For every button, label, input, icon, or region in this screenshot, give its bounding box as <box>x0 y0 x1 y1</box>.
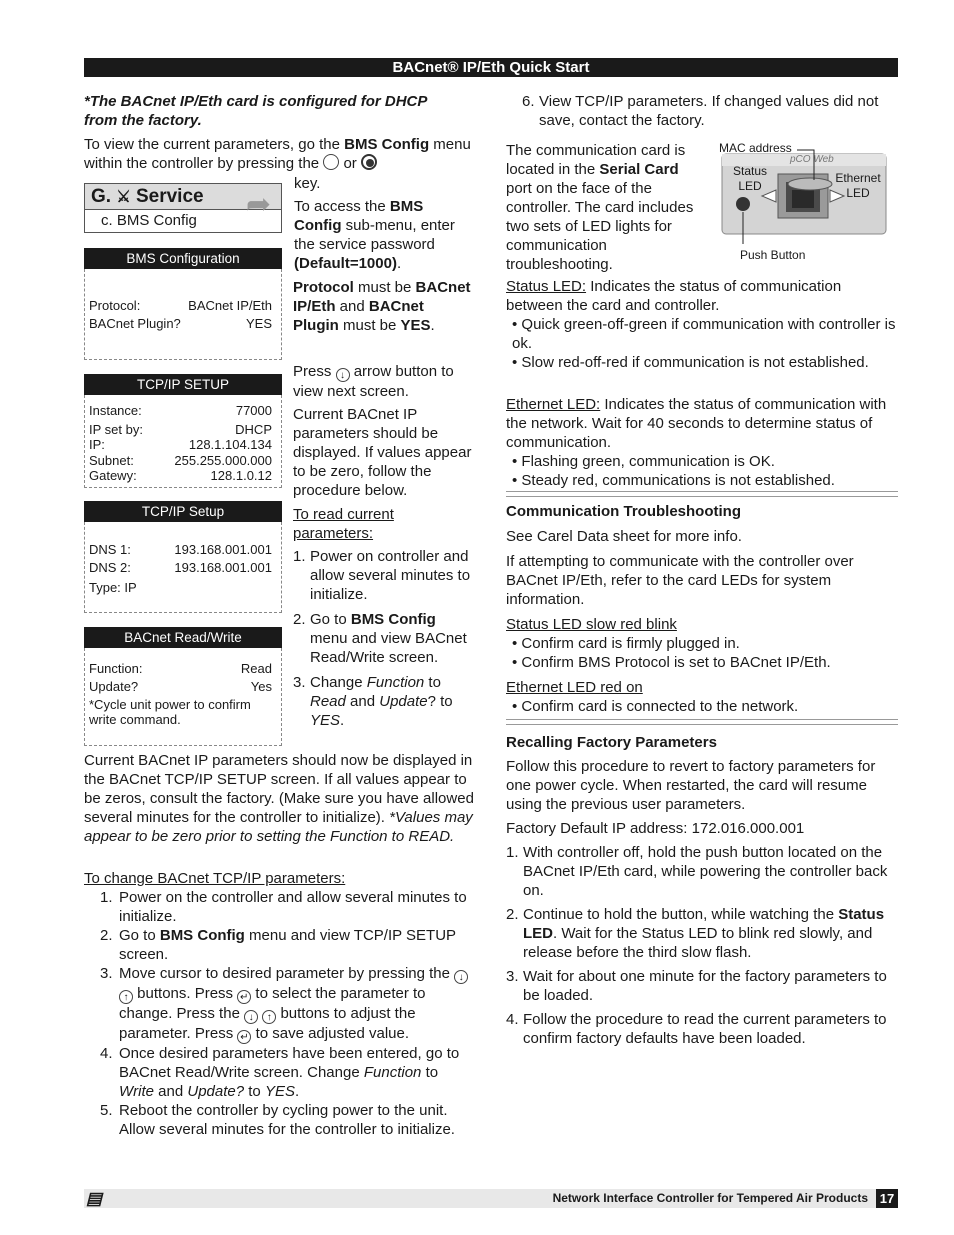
access-e: . <box>396 255 402 272</box>
dns-row <box>89 541 272 559</box>
step-text <box>310 673 473 730</box>
c3c: to select the parameter to change. Press the <box>119 985 426 1022</box>
c4h: YES <box>264 1083 295 1100</box>
s3f: . <box>340 712 345 729</box>
step-num: 2. <box>293 611 306 628</box>
page-number: 17 <box>876 1189 898 1208</box>
current-params-text: Current BACnet IP parameters should be displayed. If values appear to be zero, follow the procedure below. <box>293 406 472 499</box>
ethernet-bullet-2: • Steady red, communications is not established. <box>512 472 835 489</box>
access-c: sub-menu, enter the service password <box>294 217 455 253</box>
up-arrow-icon: ↑ <box>262 1010 276 1024</box>
should-display-text <box>84 751 474 846</box>
view-or: or <box>343 155 357 172</box>
r2c: . Wait for the Status LED to blink red slowly, and release before the third slow flash. <box>523 925 873 961</box>
recall-para-2: Factory Default IP address: 172.016.000.001 <box>506 820 805 837</box>
service-person-icon: ⚔ <box>116 189 131 206</box>
dns-label: DNS 1: <box>89 542 131 557</box>
rw-value: Yes <box>250 679 272 694</box>
bacnet-rw-title: BACnet Read/Write <box>84 627 282 648</box>
tcpip-setup-title: TCP/IP SETUP <box>84 374 282 395</box>
step-6-item <box>522 92 892 130</box>
access-d: (Default=1000) <box>294 255 397 272</box>
c4d: Write <box>119 1083 154 1100</box>
eth-red-heading: Ethernet LED red on <box>506 679 643 696</box>
s3e: ? to <box>427 693 453 710</box>
s3d: and <box>345 693 380 710</box>
ethernet-bullet-1: • Flashing green, communication is OK. <box>512 453 775 470</box>
comm-troubleshooting <box>506 502 898 716</box>
slow-blink-heading: Status LED slow red blink <box>506 616 677 633</box>
tcpip-dns-body <box>84 522 282 613</box>
press-a: Press <box>293 363 332 380</box>
status-led-label: Status LED <box>732 164 768 193</box>
bacnet-rw-body <box>84 648 282 746</box>
dns-row <box>89 579 272 597</box>
tcpip-dns-title: TCP/IP Setup <box>84 501 282 522</box>
company-logo-icon: ▤ <box>85 1189 103 1208</box>
tcp-label: Subnet: <box>89 452 134 468</box>
enter-icon: ↵ <box>237 990 251 1004</box>
card-a: The communication card is located in the <box>506 142 686 178</box>
s2a: Go to <box>310 611 351 628</box>
status-led-heading: Status LED: <box>506 278 587 295</box>
mac-address-label: MAC address <box>719 141 792 155</box>
s3i4: YES <box>310 712 341 729</box>
c4b: Function <box>363 1064 422 1081</box>
c3b: buttons. Press <box>137 985 234 1002</box>
r2a: Continue to hold the button, while watching the <box>523 906 839 923</box>
tcp-label: IP: <box>89 437 105 452</box>
c4i: . <box>294 1083 300 1100</box>
tcp-value: 128.1.104.134 <box>188 437 272 452</box>
bms-row-plugin <box>89 315 272 332</box>
step-num: 1. <box>100 889 113 906</box>
ethernet-led-text: Indicates the status of communication with the network. Wait for 40 seconds to determine status of communication. <box>506 396 887 451</box>
bms-value: YES <box>245 316 272 331</box>
service-menu-box <box>84 183 282 233</box>
rw-label: Update? <box>89 679 139 694</box>
access-text <box>294 197 474 273</box>
blank-circle-icon <box>323 154 339 170</box>
recall-step <box>506 905 898 962</box>
view-a: To view the current parameters, go the <box>84 136 345 153</box>
s2b: BMS Config <box>350 611 436 628</box>
tcpip-setup-screen <box>84 374 282 488</box>
c2c: menu and view TCP/IP SETUP screen. <box>119 927 456 963</box>
bms-config-screen <box>84 248 282 360</box>
should-a: Current BACnet IP parameters should now be displayed in the BACnet TCP/IP SETUP screen. If all values appear to be zeros, consult the factory. (Make sure you have allowed several minutes for the controller to initialize). <box>84 752 474 826</box>
dhcp-note: *The BACnet IP/Eth card is configured for DHCP from the factory. <box>84 93 427 129</box>
recall-step <box>506 1010 898 1048</box>
read-step <box>293 610 473 667</box>
proto-a: Protocol <box>293 279 354 296</box>
tcp-value: 255.255.000.000 <box>174 452 272 468</box>
c4c: to <box>421 1064 439 1081</box>
step-num: 4. <box>506 1011 519 1028</box>
enter-icon: ↵ <box>237 1030 251 1044</box>
s2c: menu and view BACnet Read/Write screen. <box>310 630 467 666</box>
rw-value: Read <box>240 661 272 676</box>
protocol-text <box>293 278 473 335</box>
s3i3: Update <box>379 693 428 710</box>
card-logo-text: pCO Web <box>790 154 834 165</box>
step-text <box>119 926 472 964</box>
rw-row <box>89 660 272 678</box>
step-num: 6. <box>522 93 535 110</box>
s3a: Change <box>310 674 367 691</box>
recall-step <box>506 843 898 900</box>
should-b: *Values may appear to be zero prior to setting the Function to READ. <box>84 809 473 845</box>
tcp-row <box>89 422 272 438</box>
tcp-label: IP set by: <box>89 421 143 437</box>
step-num: 1. <box>293 548 306 565</box>
rw-note: *Cycle unit power to confirm write command. <box>89 697 251 727</box>
divider-2 <box>506 719 898 725</box>
card-b: Serial Card <box>599 161 679 178</box>
comm-para-1: See Carel Data sheet for more info. <box>506 528 742 545</box>
read-step <box>293 547 473 604</box>
tcp-value: 128.1.0.12 <box>210 468 272 483</box>
recall-section <box>506 733 898 1048</box>
bms-config-title: BMS Configuration <box>84 248 282 269</box>
bms-config-body <box>84 269 282 360</box>
divider-1 <box>506 491 898 497</box>
bms-row-protocol <box>89 297 272 314</box>
read-heading: To read current parameters: <box>293 506 394 542</box>
step-text <box>523 905 898 962</box>
c4a: Once desired parameters have been entered, go to BACnet Read/Write screen. Change <box>119 1045 460 1081</box>
step-num: 3. <box>100 965 113 982</box>
status-led-desc <box>506 277 898 315</box>
step-text: Follow the procedure to read the current parameters to confirm factory defaults have been loaded. <box>523 1011 887 1047</box>
arrow-right-icon: ➦ <box>245 188 271 221</box>
service-sub-label: c. BMS Config <box>101 212 197 229</box>
step-num: 2. <box>506 906 519 923</box>
change-step-1 <box>100 888 472 926</box>
step-text: With controller off, hold the push button located on the BACnet IP/Eth card, while powering the controller back on. <box>523 844 888 899</box>
push-button-label: Push Button <box>740 248 806 262</box>
rw-row <box>89 678 272 696</box>
bms-label: BACnet Plugin? <box>89 316 181 331</box>
ethernet-led-heading: Ethernet LED: <box>506 396 601 413</box>
change-step-5 <box>100 1101 472 1139</box>
down-arrow-icon: ↓ <box>244 1010 258 1024</box>
service-letter: G. <box>91 186 112 207</box>
s3c: to <box>424 674 441 691</box>
step-num: 1. <box>506 844 519 861</box>
c4e: and <box>154 1083 188 1100</box>
tcp-value: DHCP <box>235 421 272 437</box>
press-text <box>293 362 473 401</box>
dns-value: 193.168.001.001 <box>174 542 272 557</box>
bms-value: BACnet IP/Eth <box>188 298 272 313</box>
card-location-text <box>506 141 696 274</box>
tcpip-dns-screen <box>84 501 282 613</box>
dns-row <box>89 559 272 577</box>
proto-g: YES <box>400 317 431 334</box>
dns-value: 193.168.001.001 <box>174 560 272 575</box>
tcp-row <box>89 437 272 453</box>
step-num: 4. <box>100 1045 113 1062</box>
c2a: Go to <box>119 927 160 944</box>
down-arrow-icon: ↓ <box>336 368 350 382</box>
step-text: View TCP/IP parameters. If changed values did not save, contact the factory. <box>539 93 879 129</box>
step-num: 3. <box>293 674 306 691</box>
view-key-text: key. <box>294 175 321 192</box>
step-text: Wait for about one minute for the factory parameters to be loaded. <box>523 968 887 1004</box>
ethernet-led-label: Ethernet LED <box>835 171 881 200</box>
proto-c: BACnet IP/Eth <box>293 279 471 315</box>
footer-title: Network Interface Controller for Tempered Air Products <box>552 1191 868 1205</box>
c3a: Move cursor to desired parameter by pressing the <box>119 965 450 982</box>
tcpip-setup-body <box>84 395 282 488</box>
recall-para-1: Follow this procedure to revert to factory parameters for one power cycle. When restarted, the card will resume using the previous user parameters. <box>506 758 876 813</box>
tcp-row <box>89 468 272 484</box>
dns-label: Type: IP <box>89 580 137 595</box>
recall-step <box>506 967 898 1005</box>
change-step-2 <box>100 926 472 964</box>
step-num: 2. <box>100 927 113 944</box>
status-bullet-2: • Slow red-off-red if communication is not established. <box>512 354 869 371</box>
tcp-label: Instance: <box>89 403 142 418</box>
step-6 <box>522 92 892 130</box>
ethernet-led-section <box>506 395 898 490</box>
dns-label: DNS 2: <box>89 560 131 575</box>
r2b: Status LED <box>523 906 885 942</box>
change-step-3 <box>100 964 472 1044</box>
step-text <box>310 610 473 667</box>
footer-bar <box>84 1189 898 1208</box>
status-bullet-1: • Quick green-off-green if communication with controller is ok. <box>512 316 896 352</box>
view-params-text <box>84 135 484 173</box>
access-b: BMS Config <box>294 198 424 234</box>
tcp-label: Gatewy: <box>89 468 137 483</box>
bms-label: Protocol: <box>89 298 141 313</box>
view-b: BMS Config <box>344 136 430 153</box>
proto-h: . <box>430 317 435 334</box>
slow-bullet-2: • Confirm BMS Protocol is set to BACnet IP/Eth. <box>512 654 831 671</box>
read-step <box>293 673 473 730</box>
read-steps <box>293 547 473 730</box>
eth-red-bullet-1: • Confirm card is connected to the network. <box>512 698 799 715</box>
c4f: Update? <box>187 1083 245 1100</box>
change-steps <box>100 888 472 1139</box>
press-b: arrow button to view next screen. <box>293 363 454 400</box>
down-arrow-icon: ↓ <box>454 970 468 984</box>
status-led-section <box>506 277 898 372</box>
proto-d: and <box>335 298 369 315</box>
enter-dot-icon <box>361 154 377 170</box>
step-text: Power on controller and allow several minutes to initialize. <box>310 548 471 603</box>
change-heading: To change BACnet TCP/IP parameters: <box>84 870 346 887</box>
step-text <box>119 1044 472 1101</box>
service-word: Service <box>135 186 204 207</box>
c2b: BMS Config <box>159 927 245 944</box>
tcp-row <box>89 403 272 419</box>
proto-b: must be <box>353 279 416 296</box>
c3e: to save adjusted value. <box>255 1025 409 1042</box>
section-header: BACnet® IP/Eth Quick Start <box>84 58 898 77</box>
bacnet-rw-screen <box>84 627 282 746</box>
comm-heading: Communication Troubleshooting <box>506 503 741 520</box>
tcp-value: 77000 <box>235 403 272 418</box>
step-text: Power on the controller and allow several minutes to initialize. <box>119 889 467 925</box>
proto-f: must be <box>338 317 401 334</box>
step-text <box>119 964 472 1044</box>
recall-heading: Recalling Factory Parameters <box>506 734 717 751</box>
c3d: buttons to adjust the parameter. Press <box>119 1005 416 1042</box>
s3i1: Function <box>366 674 425 691</box>
step-num: 5. <box>100 1102 113 1119</box>
up-arrow-icon: ↑ <box>119 990 133 1004</box>
proto-e: BACnet Plugin <box>293 298 424 334</box>
card-c: port on the face of the controller. The card includes two sets of LED lights for communication troubleshooting. <box>506 180 694 273</box>
step-num: 3. <box>506 968 519 985</box>
comm-para-2: If attempting to communicate with the controller over BACnet IP/Eth, refer to the card LEDs for system information. <box>506 553 854 608</box>
tcp-row <box>89 453 272 469</box>
status-led-text: Indicates the status of communication between the card and controller. <box>506 278 842 314</box>
view-c: menu within the controller by pressing the <box>84 136 471 172</box>
c4g: to <box>244 1083 265 1100</box>
access-a: To access the <box>294 198 390 215</box>
s3i2: Read <box>310 693 346 710</box>
ethernet-led-desc <box>506 395 898 452</box>
step-text: Reboot the controller by cycling power to the unit. Allow several minutes for the controller to initialize. <box>119 1102 455 1138</box>
rw-label: Function: <box>89 661 143 676</box>
comm-card-image <box>712 140 898 265</box>
slow-bullet-1: • Confirm card is firmly plugged in. <box>512 635 740 652</box>
change-step-4 <box>100 1044 472 1101</box>
